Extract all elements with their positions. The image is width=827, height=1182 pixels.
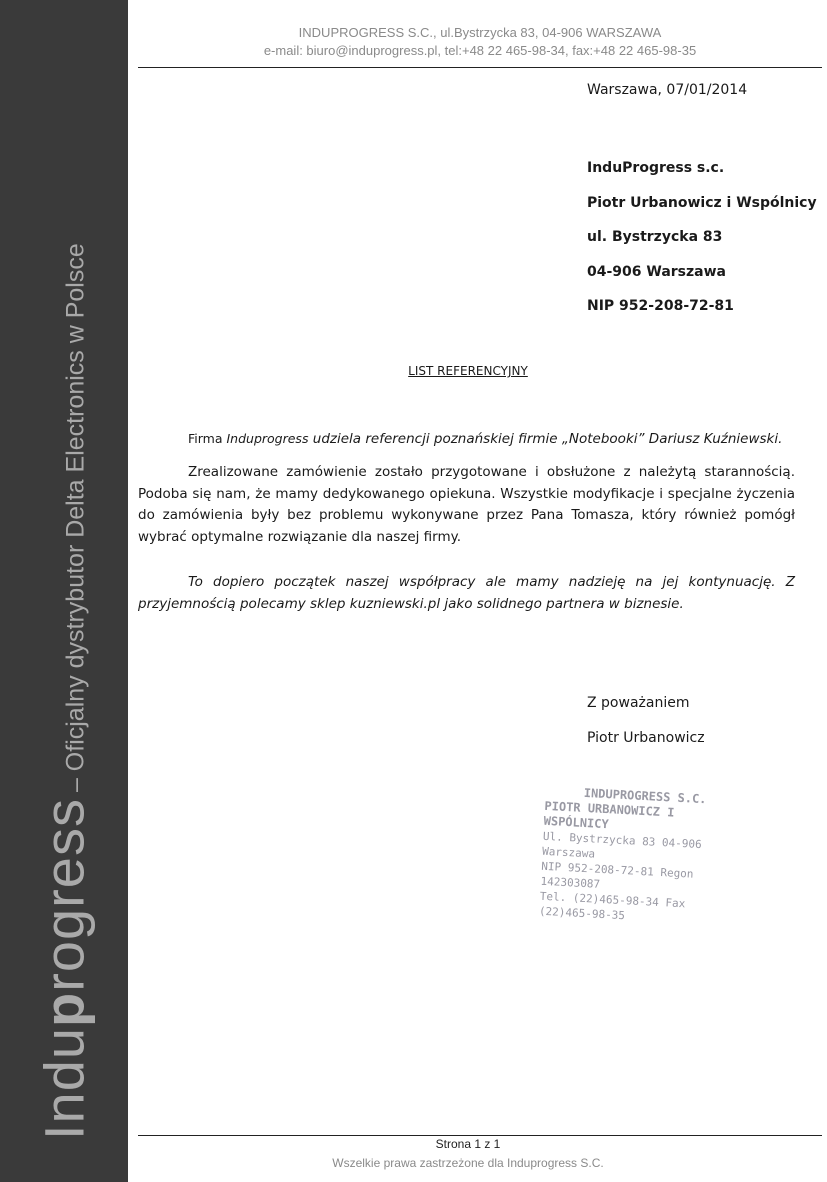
brand-part-2: rogress: [32, 798, 96, 992]
brand-logo-word: [33, 798, 96, 1140]
page-number: Strona 1 z 1: [435, 1137, 501, 1151]
letter-date: Warszawa, 07/01/2014: [587, 82, 748, 98]
letterhead: [138, 24, 822, 60]
stamp-line: INDUPROGRESS S.C.: [583, 785, 707, 807]
address-line: NIP 952-208-72-81: [587, 298, 734, 314]
footer-divider: [138, 1135, 822, 1136]
brand-tagline: – Oficjalny dystrybutor Delta Electronics w Polsce: [61, 243, 90, 793]
stamp-line: NIP 952-208-72-81 Regon 142303087: [540, 859, 694, 891]
stamp-line: PIOTR URBANOWICZ I WSPÓLNICY: [543, 798, 675, 832]
address-line: InduProgress s.c.: [587, 160, 725, 176]
sidebar-brand-text: [32, 243, 97, 1140]
address-line: Piotr Urbanowicz i Wspólnicy: [587, 194, 817, 211]
intro-text-a: Firma: [188, 431, 227, 446]
paragraph-recommendation: To dopiero początek naszej współpracy ale mamy nadzieję na jej kontynuację. Z przyjemnością polecamy sklep kuzniewski.pl jako solidnego partnera w biznesie.: [138, 574, 795, 612]
letterhead-contact: e-mail: biuro@induprogress.pl, tel:+48 22 465-98-34, fax:+48 22 465-98-35: [263, 43, 697, 58]
company-stamp: [539, 784, 746, 929]
closing-greeting: Z poważaniem: [587, 695, 690, 711]
stamp-line: Ul. Bystrzycka 83 04-906 Warszawa: [541, 829, 702, 861]
header-divider: [138, 67, 822, 68]
recipient-address: [587, 158, 817, 331]
address-line: ul. Bystrzycka 83: [587, 229, 723, 245]
stamp-line: Tel. (22)465-98-34 Fax (22)465-98-35: [538, 889, 686, 923]
brand-part-1: Indu: [32, 1027, 96, 1140]
sidebar-brand-band: [0, 0, 128, 1182]
intro-company: Induprogress: [226, 431, 309, 446]
letter-title: LIST REFERENCYJNY: [408, 364, 528, 378]
copyright-notice: Wszelkie prawa zastrzeżone dla Induprogress S.C.: [332, 1156, 604, 1170]
paragraph-body: Zrealizowane zamówienie zostało przygotowane i obsłużone z należytą starannością. Podoba się nam, że mamy dedykowanego opiekuna. Wszystkie modyfikacje i specjalne życzenia do zamówienia były bez problemu wykonywane przez Pana Tomasza, który również pomógł wybrać optymalne rozwiązanie dla naszej firmy.: [138, 464, 795, 545]
intro-text-c: udziela referencji poznańskiej firmie „Notebooki” Dariusz Kuźniewski.: [308, 431, 783, 447]
signer-name: Piotr Urbanowicz: [587, 730, 705, 746]
paragraph-intro: [138, 428, 795, 451]
address-line: 04-906 Warszawa: [587, 263, 726, 280]
letterhead-address: INDUPROGRESS S.C., ul.Bystrzycka 83, 04-906 WARSZAWA: [298, 25, 662, 40]
signature-block: [587, 693, 705, 763]
brand-part-bold: p: [32, 991, 96, 1027]
